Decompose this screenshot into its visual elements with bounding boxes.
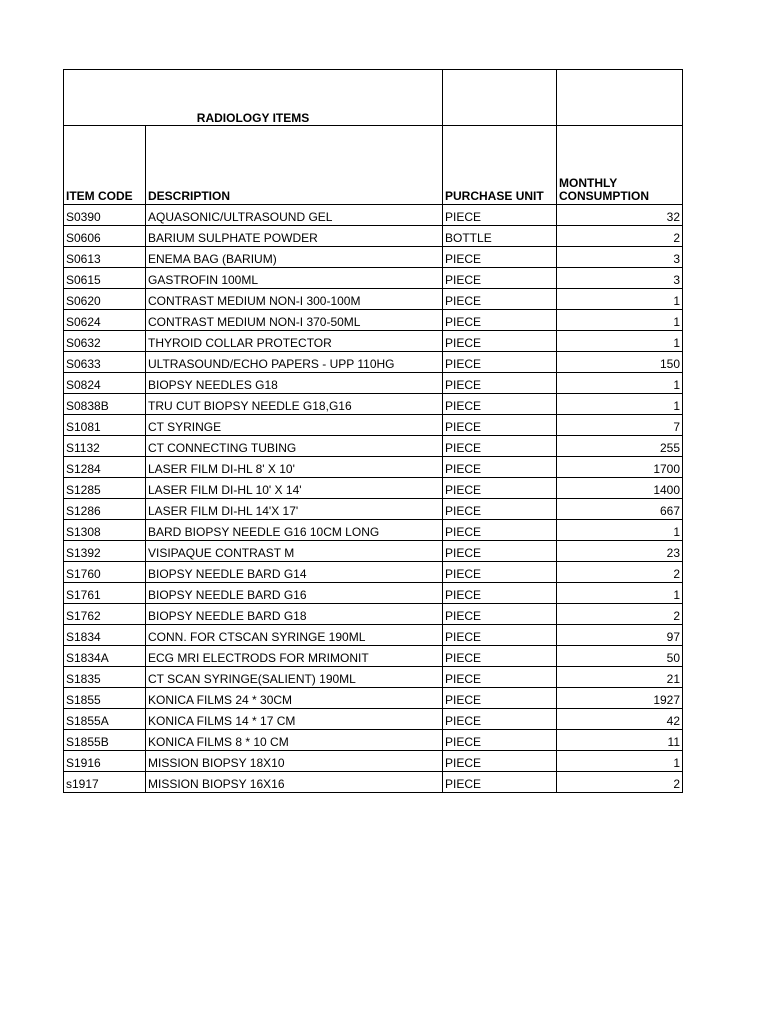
monthly-consumption-cell: 2 (557, 562, 683, 583)
purchase-unit-cell: BOTTLE (443, 226, 557, 247)
table-row (64, 478, 683, 499)
item-code-cell: S0632 (64, 331, 146, 352)
monthly-consumption-cell: 23 (557, 541, 683, 562)
item-code-cell: S0606 (64, 226, 146, 247)
description-cell: KONICA FILMS 14 * 17 CM (146, 709, 443, 730)
table-row (64, 205, 683, 226)
monthly-consumption-cell: 50 (557, 646, 683, 667)
description-cell: KONICA FILMS 24 * 30CM (146, 688, 443, 709)
table-row (64, 415, 683, 436)
monthly-consumption-cell: 1400 (557, 478, 683, 499)
purchase-unit-cell: PIECE (443, 730, 557, 751)
description-cell: CONTRAST MEDIUM NON-I 300-100M (146, 289, 443, 310)
item-code-cell: S1308 (64, 520, 146, 541)
monthly-consumption-cell: 1700 (557, 457, 683, 478)
table-row (64, 457, 683, 478)
monthly-consumption-cell: 150 (557, 352, 683, 373)
description-cell: TRU CUT BIOPSY NEEDLE G18,G16 (146, 394, 443, 415)
monthly-consumption-cell: 32 (557, 205, 683, 226)
item-code-cell: S0615 (64, 268, 146, 289)
table-row (64, 709, 683, 730)
purchase-unit-cell: PIECE (443, 394, 557, 415)
table-row (64, 289, 683, 310)
description-cell: BIOPSY NEEDLE BARD G16 (146, 583, 443, 604)
purchase-unit-cell: PIECE (443, 247, 557, 268)
header-row (64, 126, 683, 205)
item-code-cell: S0838B (64, 394, 146, 415)
monthly-consumption-cell: 1927 (557, 688, 683, 709)
description-cell: CT SCAN SYRINGE(SALIENT) 190ML (146, 667, 443, 688)
title-row (64, 70, 683, 126)
header-item-code: ITEM CODE (64, 126, 146, 205)
description-cell: CONTRAST MEDIUM NON-I 370-50ML (146, 310, 443, 331)
purchase-unit-cell: PIECE (443, 289, 557, 310)
monthly-consumption-cell: 7 (557, 415, 683, 436)
purchase-unit-cell: PIECE (443, 667, 557, 688)
purchase-unit-cell: PIECE (443, 562, 557, 583)
purchase-unit-cell: PIECE (443, 583, 557, 604)
monthly-consumption-cell: 1 (557, 289, 683, 310)
table-row (64, 331, 683, 352)
purchase-unit-cell: PIECE (443, 625, 557, 646)
item-code-cell: S1834A (64, 646, 146, 667)
title-empty-cell (557, 70, 683, 126)
item-code-cell: S1916 (64, 751, 146, 772)
item-code-cell: S0613 (64, 247, 146, 268)
item-code-cell: S0633 (64, 352, 146, 373)
table-title: RADIOLOGY ITEMS (64, 70, 443, 126)
purchase-unit-cell: PIECE (443, 457, 557, 478)
table-row (64, 310, 683, 331)
description-cell: BARIUM SULPHATE POWDER (146, 226, 443, 247)
table-row (64, 499, 683, 520)
item-code-cell: S1762 (64, 604, 146, 625)
item-code-cell: S1760 (64, 562, 146, 583)
item-code-cell: S1285 (64, 478, 146, 499)
item-code-cell: S1081 (64, 415, 146, 436)
description-cell: BIOPSY NEEDLE BARD G18 (146, 604, 443, 625)
monthly-consumption-cell: 11 (557, 730, 683, 751)
monthly-consumption-cell: 1 (557, 394, 683, 415)
monthly-consumption-cell: 2 (557, 604, 683, 625)
table-row (64, 520, 683, 541)
monthly-consumption-cell: 97 (557, 625, 683, 646)
description-cell: CONN. FOR CTSCAN SYRINGE 190ML (146, 625, 443, 646)
description-cell: CT SYRINGE (146, 415, 443, 436)
title-empty-cell (443, 70, 557, 126)
item-code-cell: S1855 (64, 688, 146, 709)
monthly-consumption-cell: 1 (557, 373, 683, 394)
description-cell: MISSION BIOPSY 16X16 (146, 772, 443, 793)
table-row (64, 352, 683, 373)
description-cell: ECG MRI ELECTRODS FOR MRIMONIT (146, 646, 443, 667)
item-code-cell: S0390 (64, 205, 146, 226)
table-row (64, 247, 683, 268)
purchase-unit-cell: PIECE (443, 709, 557, 730)
purchase-unit-cell: PIECE (443, 268, 557, 289)
monthly-consumption-cell: 255 (557, 436, 683, 457)
description-cell: KONICA FILMS 8 * 10 CM (146, 730, 443, 751)
monthly-consumption-cell: 3 (557, 247, 683, 268)
table-row (64, 373, 683, 394)
table-row (64, 583, 683, 604)
description-cell: GASTROFIN 100ML (146, 268, 443, 289)
monthly-consumption-cell: 667 (557, 499, 683, 520)
radiology-items-table (63, 69, 683, 793)
item-code-cell: S1834 (64, 625, 146, 646)
purchase-unit-cell: PIECE (443, 373, 557, 394)
table-row (64, 604, 683, 625)
item-code-cell: S1284 (64, 457, 146, 478)
description-cell: AQUASONIC/ULTRASOUND GEL (146, 205, 443, 226)
description-cell: CT CONNECTING TUBING (146, 436, 443, 457)
item-code-cell: S1855B (64, 730, 146, 751)
item-code-cell: S1132 (64, 436, 146, 457)
monthly-consumption-cell: 42 (557, 709, 683, 730)
item-code-cell: S0620 (64, 289, 146, 310)
item-code-cell: S1392 (64, 541, 146, 562)
table-row (64, 562, 683, 583)
table-row (64, 436, 683, 457)
purchase-unit-cell: PIECE (443, 520, 557, 541)
description-cell: THYROID COLLAR PROTECTOR (146, 331, 443, 352)
item-code-cell: S1286 (64, 499, 146, 520)
purchase-unit-cell: PIECE (443, 331, 557, 352)
description-cell: ENEMA BAG (BARIUM) (146, 247, 443, 268)
table-row (64, 394, 683, 415)
monthly-consumption-cell: 1 (557, 331, 683, 352)
monthly-consumption-cell: 1 (557, 310, 683, 331)
purchase-unit-cell: PIECE (443, 646, 557, 667)
monthly-consumption-cell: 3 (557, 268, 683, 289)
description-cell: BIOPSY NEEDLES G18 (146, 373, 443, 394)
header-description: DESCRIPTION (146, 126, 443, 205)
purchase-unit-cell: PIECE (443, 751, 557, 772)
table-row (64, 646, 683, 667)
table-row (64, 772, 683, 793)
monthly-consumption-cell: 1 (557, 751, 683, 772)
item-code-cell: S1835 (64, 667, 146, 688)
table-row (64, 226, 683, 247)
item-code-cell: S0624 (64, 310, 146, 331)
description-cell: VISIPAQUE CONTRAST M (146, 541, 443, 562)
header-consumption-line1: MONTHLY (559, 176, 618, 190)
description-cell: BARD BIOPSY NEEDLE G16 10CM LONG (146, 520, 443, 541)
description-cell: BIOPSY NEEDLE BARD G14 (146, 562, 443, 583)
table-row (64, 730, 683, 751)
purchase-unit-cell: PIECE (443, 436, 557, 457)
table-row (64, 541, 683, 562)
item-code-cell: s1917 (64, 772, 146, 793)
table-row (64, 751, 683, 772)
table-row (64, 268, 683, 289)
purchase-unit-cell: PIECE (443, 310, 557, 331)
header-monthly-consumption (557, 126, 683, 205)
table-row (64, 688, 683, 709)
purchase-unit-cell: PIECE (443, 415, 557, 436)
monthly-consumption-cell: 1 (557, 583, 683, 604)
description-cell: ULTRASOUND/ECHO PAPERS - UPP 110HG (146, 352, 443, 373)
table-row (64, 667, 683, 688)
description-cell: MISSION BIOPSY 18X10 (146, 751, 443, 772)
purchase-unit-cell: PIECE (443, 772, 557, 793)
purchase-unit-cell: PIECE (443, 499, 557, 520)
purchase-unit-cell: PIECE (443, 688, 557, 709)
purchase-unit-cell: PIECE (443, 352, 557, 373)
purchase-unit-cell: PIECE (443, 205, 557, 226)
purchase-unit-cell: PIECE (443, 541, 557, 562)
header-purchase-unit: PURCHASE UNIT (443, 126, 557, 205)
description-cell: LASER FILM DI-HL 14'X 17' (146, 499, 443, 520)
header-consumption-line2: CONSUMPTION (559, 189, 650, 203)
monthly-consumption-cell: 1 (557, 520, 683, 541)
table-row (64, 625, 683, 646)
item-code-cell: S1761 (64, 583, 146, 604)
purchase-unit-cell: PIECE (443, 604, 557, 625)
item-code-cell: S1855A (64, 709, 146, 730)
item-code-cell: S0824 (64, 373, 146, 394)
monthly-consumption-cell: 21 (557, 667, 683, 688)
monthly-consumption-cell: 2 (557, 226, 683, 247)
monthly-consumption-cell: 2 (557, 772, 683, 793)
description-cell: LASER FILM DI-HL 10' X 14' (146, 478, 443, 499)
purchase-unit-cell: PIECE (443, 478, 557, 499)
description-cell: LASER FILM DI-HL 8' X 10' (146, 457, 443, 478)
